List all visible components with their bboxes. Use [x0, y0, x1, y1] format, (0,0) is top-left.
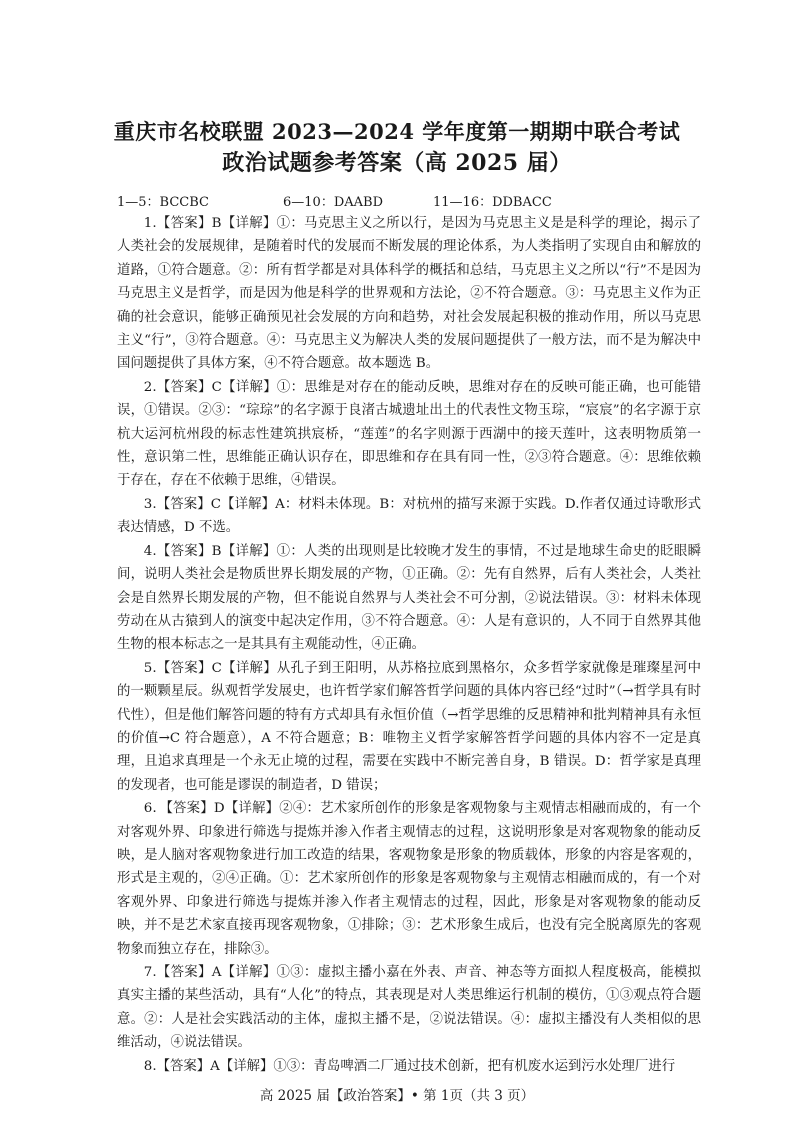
page-footer: 高 2025 届【政治答案】• 第 1页（共 3 页）: [259, 1088, 535, 1104]
answer-explanations: [117, 212, 701, 1078]
answer-key-row: [117, 191, 552, 210]
answer-paragraph-6: 6．【答案】D【详解】②④：艺术家所创作的形象是客观物象与主观情志相融而成的，有一个对客观外界、印象进行筛选与提炼并渗入作者主观情志的过程，这说明形象是对客观物象的能动反映，是人脑对客观物象进行加工改造的结果，客观物象是形象的物质载体，形象的内容是客观的，形式是主观的，②④正确。①：艺术家所创作的形象是客观物象与主观情志相融而成的，有一个对客观外界、印象进行筛选与提炼并渗入作者主观情志的过程，因此，形象是对客观物象的能动反映，并不是艺术家直接再现客观物象，①排除；③：艺术形象生成后，也没有完全脱离原先的客观物象而独立存在，排除③。: [117, 801, 701, 957]
document-title-line2: 政治试题参考答案（高 2025 届）: [222, 150, 572, 176]
answer-paragraph-2: 2.【答案】C【详解】①：思维是对存在的能动反映，思维对存在的反映可能正确，也可能错误，①错误。②③：“琮琮”的名字源于良渚古城遗址出土的代表性文物玉琮，“宸宸”的名字源于京杭大运河杭州段的标志性建筑拱宸桥，“莲莲”的名字则源于西湖中的接天莲叶，这表明物质第一性，意识第二性，思维能正确认识存在，即思维和存在具有同一性，②③符合题意。④：思维依赖于存在，存在不依赖于思维，④错误。: [117, 379, 701, 489]
answer-paragraph-7: 7.【答案】A【详解】①③：虚拟主播小嘉在外表、声音、神态等方面拟人程度极高，能模拟真实主播的某些活动，具有“人化”的特点，其表现是对人类思维运行机制的模仿，①③观点符合题意。②：人是社会实践活动的主体，虚拟主播不是，②说法错误。④：虚拟主播没有人类相似的思维活动，④说法错误。: [117, 965, 701, 1051]
answer-paragraph-8: 8.【答案】A【详解】①③：青岛啤酒二厂通过技术创新，把有机废水运到污水处理厂进行: [143, 1058, 676, 1074]
answer-key-group-3: 11—16：DDBACC: [433, 195, 552, 210]
document-title-line1: 重庆市名校联盟 2023—2024 学年度第一期期中联合考试: [113, 119, 681, 144]
answer-paragraph-4: 4.【答案】B【详解】①：人类的出现则是比较晚才发生的事情，不过是地球生命史的眨眼瞬间，说明人类社会是物质世界长期发展的产物，①正确。②：先有自然界，后有人类社会，人类社会是自然界长期发展的产物，但不能说自然界与人类社会不可分割，②说法错误。③：材料未体现劳动在从古猿到人的演变中起决定作用，③不符合题意。④：人是有意识的，人不同于自然界其他生物的根本标志之一是其具有主观能动性，④正确。: [117, 543, 701, 653]
answer-key-group-2: 6—10：DAABD: [283, 195, 383, 210]
answer-key-group-1: 1—5：BCCBC: [117, 195, 209, 210]
answer-paragraph-5: 5.【答案】C【详解】从孔子到王阳明，从苏格拉底到黑格尔，众多哲学家就像是璀璨星河中的一颗颗星辰。纵观哲学发展史，也许哲学家们解答哲学问题的具体内容已经“过时”（→哲学具有时代性），但是他们解答问题的特有方式却具有永恒价值（→哲学思维的反思精神和批判精神具有永恒的价值→C 符合题意），A 不符合题意；B：唯物主义哲学家解答哲学问题的具体内容不一定是真理，且追求真理是一个永无止境的过程，需要在实践中不断完善自身，B 错误。D：哲学家是真理的发现者，也可能是谬误的制造者，D 错误；: [117, 660, 701, 793]
answer-paragraph-3: 3.【答案】C【详解】A：材料未体现。B：对杭州的描写来源于实践。D.作者仅通过诗歌形式表达情感，D 不选。: [117, 496, 701, 536]
answer-paragraph-1: 1.【答案】B【详解】①：马克思主义之所以行，是因为马克思主义是是科学的理论，揭示了人类社会的发展规律，是随着时代的发展而不断发展的理论体系，为人类指明了实现自由和解放的道路，①符合题意。②：所有哲学都是对具体科学的概括和总结，马克思主义之所以“行”不是因为马克思主义是哲学，而是因为他是科学的世界观和方法论，②不符合题意。③：马克思主义作为正确的社会意识，能够正确预见社会发展的方向和趋势，对社会发展起积极的推动作用，所以马克思主义“行”，③符合题意。④：马克思主义为解决人类的发展问题提供了一般方法，而不是为解决中国问题提供了具体方案，④不符合题意。故本题选 B。: [117, 216, 701, 372]
